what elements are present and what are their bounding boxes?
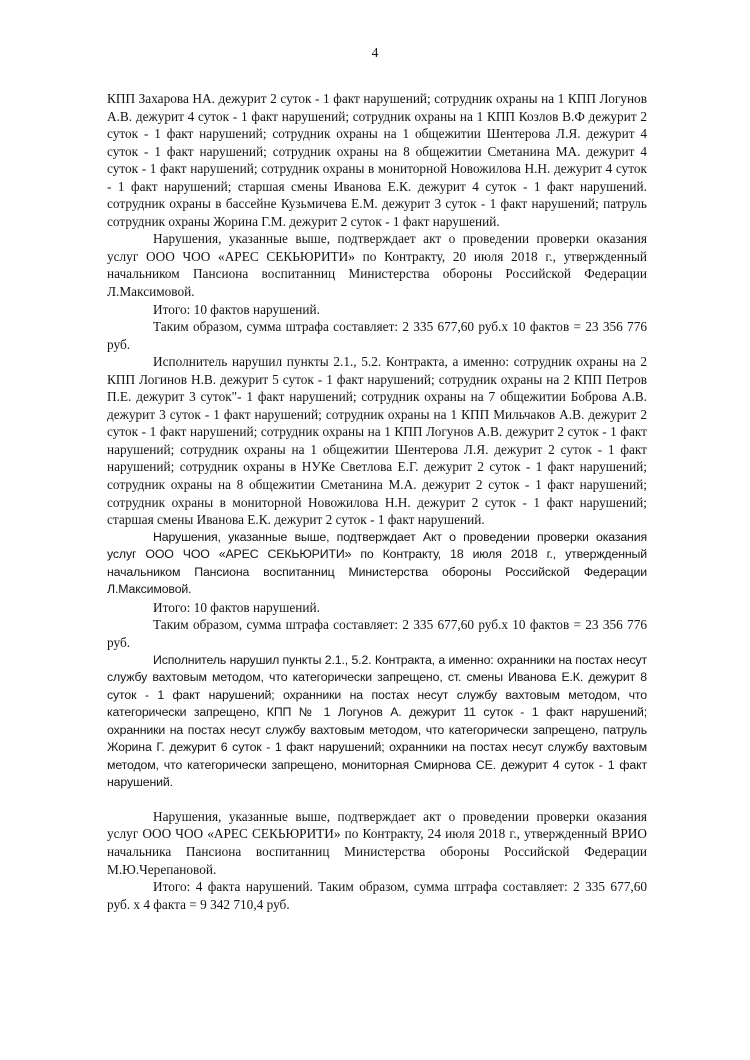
paragraph-penalty-1: Таким образом, сумма штрафа составляет: 2 335 677,60 руб.х 10 фактов = 23 356 776 руб. [107, 319, 647, 352]
paragraph-violations-2: Исполнитель нарушил пункты 2.1., 5.2. Контракта, а именно: сотрудник охраны на 2 КПП Логинов Н.В. дежурит 5 суток - 1 факт нарушений; сотрудник охраны на 2 КПП Петров П.Е. дежурит 3 суток"- 1 факт нарушений; сотрудник охраны на 7 общежитии Боброва А.В. дежурит 3 суток - 1 факт нарушений; сотрудник охраны на 1 КПП Мильчаков А.В. дежурит 2 суток - 1 факт нарушений; сотрудник охраны на 1 КПП Логунов А.В. дежурит 2 суток - 1 факт нарушений; сотрудник охраны на 1 общежитии Шентерова Л.Я. дежурит 2 суток - 1 факт нарушений; сотрудник охраны в НУКе Светлова Е.Г. дежурит 2 суток - 1 факт нарушений; сотрудник охраны на 8 общежитии Сметанина М.А. дежурит 2 суток - 1 факт нарушений; сотрудник охраны в мониторной Новожилова Н.Н. дежурит 2 суток - 1 факт нарушений; старшая смены Иванова Е.К. дежурит 2 суток - 1 факт нарушений. [107, 354, 647, 528]
document-body [107, 90, 647, 913]
paragraph-2: Нарушения, указанные выше, подтверждает акт о проведении проверки оказания услуг ООО ЧОО «АРЕС СЕКЬЮРИТИ» по Контракту, 20 июля 2018 г., утвержденный начальником Пансиона воспитанниц Министерства обороны Российской Федерации Л.Максимовой. [107, 231, 647, 300]
paragraph-total-3: Итого: 4 факта нарушений. Таким образом, сумма штрафа составляет: 2 335 677,60 руб. х 4 факта = 9 342 710,4 руб. [107, 879, 647, 912]
paragraph-act-2: Нарушения, указанные выше, подтверждает Акт о проведении проверки оказания услуг ООО ЧОО «АРЕС СЕКЬЮРИТИ» по Контракту, 18 июля 2018 г., утвержденный начальником Пансиона воспитанниц Министерства обороны Российской Федерации Л.Максимовой. [107, 529, 647, 597]
paragraph-total-1: Итого: 10 фактов нарушений. [153, 301, 320, 317]
paragraph-total-2: Итого: 10 фактов нарушений. [153, 599, 320, 615]
page-number: 4 [371, 45, 379, 60]
paragraph-1: КПП Захарова НА. дежурит 2 суток - 1 факт нарушений; сотрудник охраны на 1 КПП Логунов А.В. дежурит 4 суток - 1 факт нарушений; сотрудник охраны на 1 КПП Козлов В.Ф дежурит 2 суток - 1 факт нарушений; сотрудник охраны на 1 общежитии Шентерова Л.Я. дежурит 4 суток - 1 факт нарушений; сотрудник охраны на 8 общежитии Сметанина МА. дежурит 4 суток - 1 факт нарушений; сотрудник охраны в мониторной Новожилова Н.Н. дежурит 4 суток - 1 факт нарушений; старшая смены Иванова Е.К. дежурит 4 суток - 1 факт нарушений. сотрудник охраны в бассейне Кузьмичева Е.М. дежурит 3 суток - 1 факт нарушений; патруль сотрудник охраны Жорина Г.М. дежурит 2 суток - 1 факт нарушений. [107, 91, 647, 229]
paragraph-penalty-2: Таким образом, сумма штрафа составляет: 2 335 677,60 руб.х 10 фактов = 23 356 776 руб. [107, 617, 647, 650]
paragraph-act-3: Нарушения, указанные выше, подтверждает акт о проведении проверки оказания услуг ООО ЧОО «АРЕС СЕКЬЮРИТИ» по Контракту, 24 июля 2018 г., утвержденный ВРИО начальника Пансиона воспитанниц Министерства обороны Российской Федерации М.Ю.Черепановой. [107, 808, 647, 877]
paragraph-violations-3: Исполнитель нарушил пункты 2.1., 5.2. Контракта, а именно: охранники на постах несут службу вахтовым методом, что категорически запрещено, ст. смены Иванова Е.К. дежурит 8 суток - 1 факт нарушений; охранники на постах несут службу вахтовым методом, что категорически запрещено, КПП № 1 Логунов А. дежурит 11 суток - 1 факт нарушений; охранники на постах несут службу вахтовым методом, что категорически запрещено, патруль Жорина Г. дежурит 6 суток - 1 факт нарушений; охранники на постах несут службу вахтовым методом, что категорически запрещено, мониторная Смирнова СЕ. дежурит 4 суток - 1 факт нарушений. [107, 652, 647, 790]
